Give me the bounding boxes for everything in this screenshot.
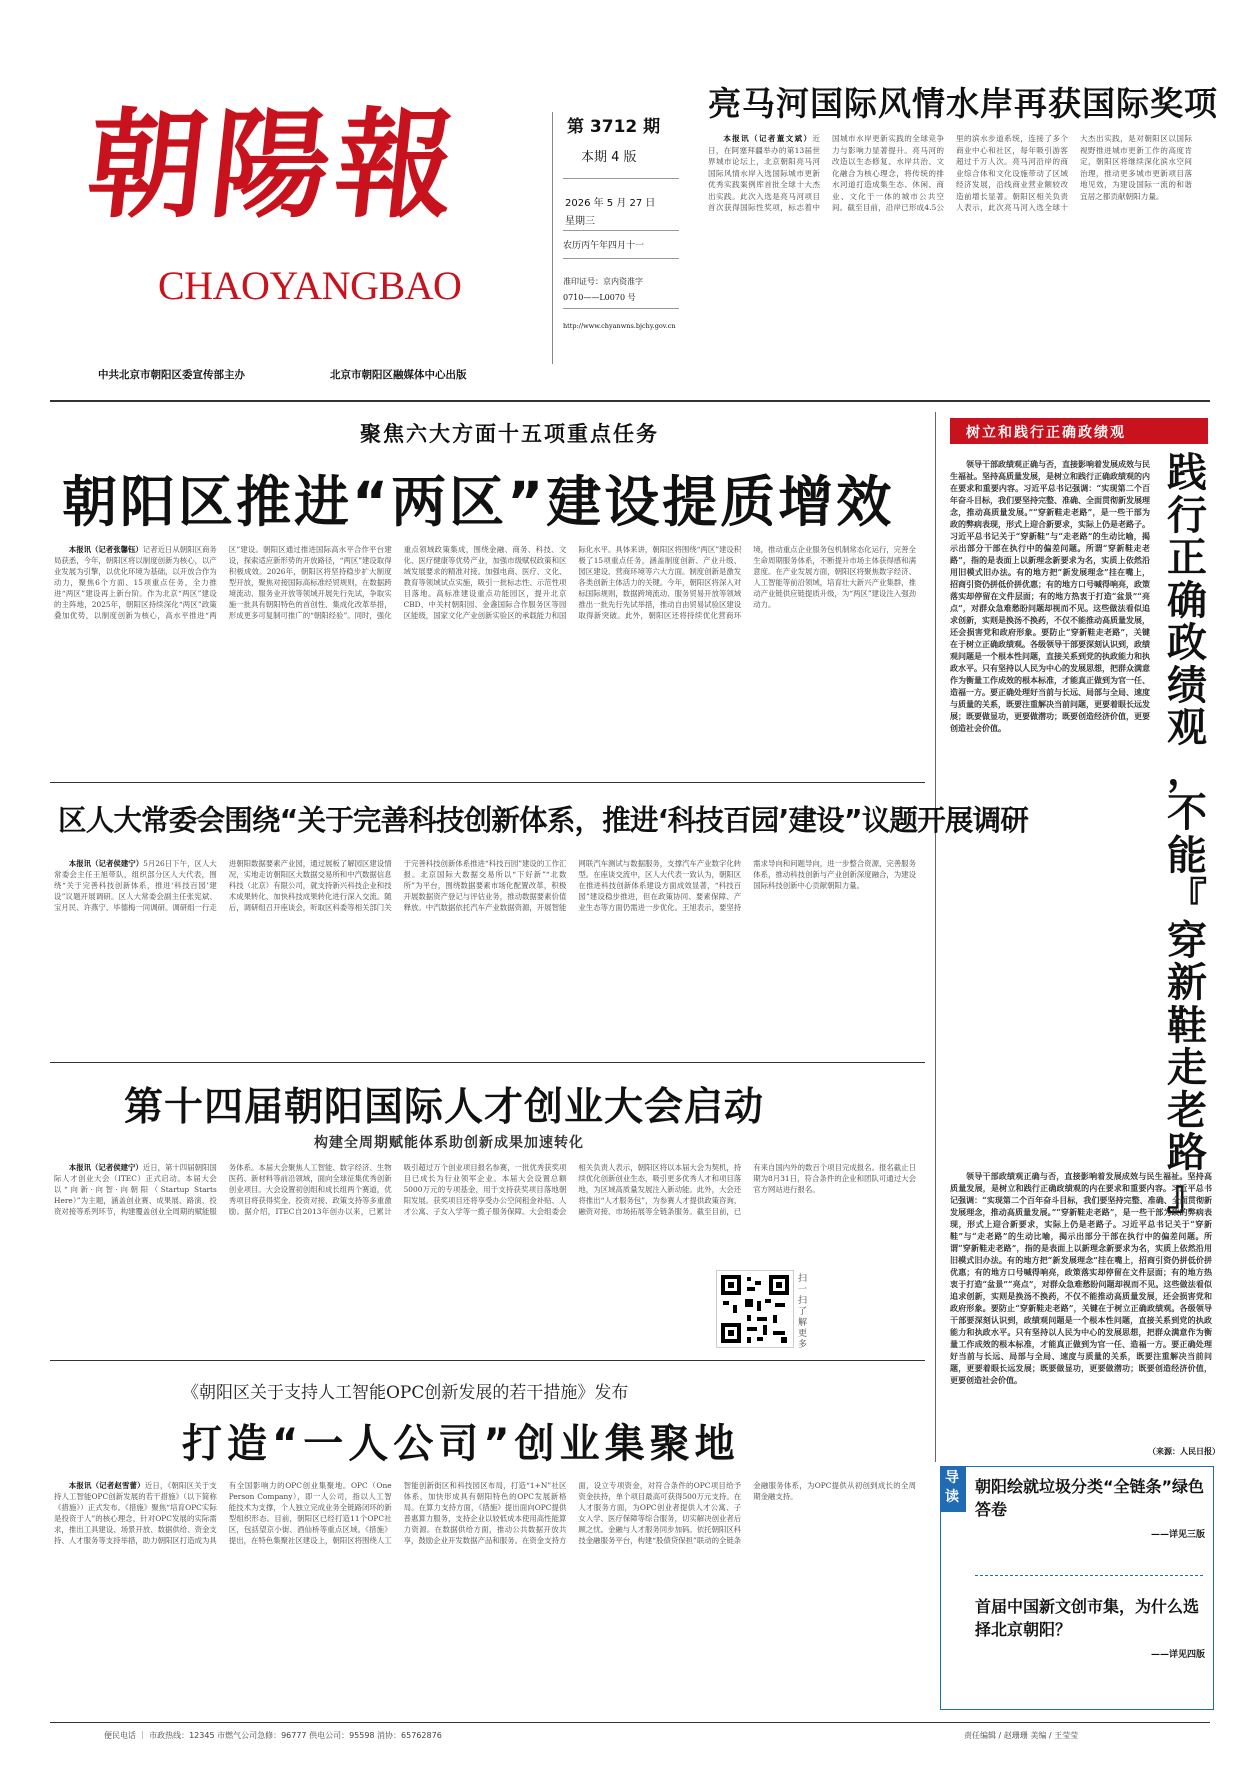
talent-story-subtitle: 构建全周期赋能体系助创新成果加速转化 — [314, 1135, 584, 1151]
edition-count: 本期 4 版 — [581, 150, 637, 165]
sidebar-title-char: ， — [1167, 747, 1207, 794]
sidebar-title-char: 穿 — [1167, 917, 1207, 964]
sidebar-title-char: 正 — [1167, 535, 1207, 581]
talent-story-headline[interactable]: 第十四届朝阳国际人才创业大会启动 — [124, 1085, 765, 1130]
guide-item-2-title: 首届中国新文创市集，为什么选择北京朝阳？ — [975, 1597, 1200, 1639]
issue-weekday: 星期三 — [565, 216, 595, 227]
opc-story-kicker: 《朝阳区关于支持人工智能OPC创新发展的若干措施》发布 — [182, 1383, 629, 1403]
sidebar-banner-text: 树立和践行正确政绩观 — [966, 425, 1126, 441]
newspaper-logo — [80, 90, 488, 240]
npc-story-text: 5月26日下午，区人大常委会主任王旭带队，组织部分区人大代表，围绕“关于完善科技创新体系，推进‘科技百园’建设”议题开展调研。区人大常委会副主任张宪斌、宝月民、许燕宁、毕德梅一同调研。调研组一行走进朝阳数据要素产业园，通过展板了解园区建设情况，实地走访朝阳区大数据交易所和中汽数据信息科技（北京）有限公司，就支持新兴科技企业和技术成果转化、加快科技成果转化进行深入交流。随后，调研组召开座谈会，听取区科委等相关部门关于完善科技创新体系推进“科技百园”建设的工作汇报。北京国际大数据交易所以“下好新”“北数所”为平台，围绕数据要素市场化配置改革，积极开展数据资产登记与评估业务，推动数据要素价值释放。中汽数据依托汽车产业数据资源，开展智能网联汽车测试与数据服务，支撑汽车产业数字化转型。在座谈交流中，区人大代表一致认为，朝阳区在推进科技创新体系建设方面成效显著，“科技百园”建设稳步推进，但在政策协同、要素保障、产业生态等方面仍需进一步优化。王旭表示，要坚持需求导向和问题导向，进一步整合资源，完善服务体系，推动科技创新与产业创新深度融合，为建设国际科技创新中心贡献朝阳力量。 — [54, 859, 916, 912]
footer-divider — [50, 1722, 1210, 1723]
website-link[interactable]: http://www.chyanwns.bjchy.gov.cn — [563, 322, 676, 330]
guide-label — [940, 1466, 966, 1512]
section-divider — [50, 1360, 925, 1361]
npc-story-headline[interactable]: 区人大常委会围绕“关于完善科技创新体系，推进‘科技百园’建设”议题开展调研 — [58, 804, 1029, 837]
guide-item-1-title: 朝阳绘就垃圾分类“全链条”绿色答卷 — [975, 1477, 1205, 1519]
sidebar-title-char: 新 — [1167, 960, 1207, 1006]
top-story-headline[interactable]: 亮马河国际风情水岸再获国际奖项 — [708, 84, 1218, 123]
main-story-text: 记者近日从朝阳区商务局获悉，今年，朝阳区将以制度创新为核心，以产业发展为引擎，以优化环境为基础，以开放合作为动力，聚焦6个方面、15项重点任务，全力推进“两区”建设再上新台阶。作为北京“两区”建设的主阵地，2025年，朝阳区持续深化“两区”政策叠加优势，以制度创新为核心，高水平推进“两区”建设。朝阳区通过推进国际高水平合作平台建设，探索适应新形势的开放路径，“两区”建设取得积极成效。2026年，朝阳区将坚持稳步扩大制度型开放，聚焦对接国际高标准经贸规则，在数据跨境流动、服务业开放等领域开展先行先试，争取实施一批具有朝阳特色的首创性、集成化改革举措，形成更多可复制可推广的“朝阳经验”。同时，强化重点领域政策集成，围绕金融、商务、科技、文化、医疗健康等优势产业，加强市级赋权政策和区域发展要求的精准对接。加强电商、医疗、文化、教育等领域试点实施，吸引一批标志性、示范性项目落地。高标准建设重点功能园区，提升北京CBD、中关村朝阳园、金盏国际合作服务区等园区能级，国家文化产业创新实验区的承载能力和国际化水平。具体来讲，朝阳区将围绕“两区”建设积极了15项重点任务，涵盖制度创新、产业升级、园区建设、营商环境等六大方面。制度创新是激发各类创新主体活力的关键。今年，朝阳区将深入对标国际规则，数据跨境流动、服务贸易开放等领域推出一批先行先试举措，推动自由贸易试验区建设取得新突破。此外，朝阳区还将持续优化营商环境，推动重点企业服务包机制常态化运行，完善全生命周期服务体系，不断提升市场主体获得感和满意度。在产业发展方面，朝阳区将聚焦数字经济、人工智能等前沿领域，培育壮大新兴产业集群，推动产业链供应链提质升级，为“两区”建设注入强劲动力。 — [54, 545, 916, 620]
main-story-byline: 本报讯（记者张馨钰） — [68, 545, 143, 554]
sidebar-title-char: 绩 — [1167, 662, 1207, 709]
guide-label-text: 导读 — [945, 1470, 959, 1505]
top-story-text: 近日，在阿塞拜疆举办的第13届世界城市论坛上，北京朝阳亮马河国际风情水岸入选国际城市更新优秀实践案例库首批全球十大杰出实践。此次入选是亮马河项目首次获得国际性奖项，标志着中国城市水岸更新实践的全球竞争力与影响力显著提升。亮马河的改造以生态修复、水岸共治、文化融合为核心理念，将传统的排水河道打造成集生态、休闲、商业、文化于一体的城市公共空间。截至目前，沿岸已形成4.5公里的滨水步道系统，连接了多个商业中心和社区，每年吸引游客超过千万人次。亮马河沿岸的商业综合体和文化设施带动了区域经济发展，沿线商业营业额较改造前增长显著。朝阳区相关负责人表示，此次亮马河入选全球十大杰出实践，是对朝阳区以国际视野推进城市更新工作的高度肯定，朝阳区将继续深化滨水空间治理，推动更多城市更新项目落地见效，为建设国际一流的和谐宜居之都贡献朝阳力量。 — [708, 134, 1192, 212]
sidebar-title-char: 不 — [1167, 790, 1207, 836]
guide-item-1[interactable] — [975, 1475, 1205, 1540]
opc-story-body — [54, 1480, 916, 1700]
lunar-date: 农历丙午年四月十一 — [563, 241, 645, 251]
sidebar-title-char: 走 — [1167, 1045, 1207, 1091]
sidebar-title-char: 路 — [1167, 1130, 1207, 1176]
guide-item-2-ref: ——详见四版 — [1150, 1650, 1205, 1660]
logo-text: 朝陽報 — [80, 95, 468, 234]
npc-story-body — [54, 858, 916, 1052]
sidebar-title-char: 鞋 — [1167, 1002, 1207, 1049]
sidebar-title-char: 践 — [1167, 450, 1207, 496]
npc-story-byline: 本报讯（记者侯建宁） — [68, 859, 144, 868]
logo-pinyin: CHAOYANGBAO — [158, 263, 462, 308]
host-organization: 中共北京市朝阳区委宣传部主办 — [98, 369, 245, 381]
top-story-body — [708, 133, 1192, 393]
top-story-byline: 本报讯（记者董文斌） — [723, 134, 813, 143]
issue-number: 第 3712 期 — [567, 117, 661, 137]
sidebar-source: （来源：人民日报） — [1148, 1446, 1220, 1456]
sidebar-title-char: 『 — [1167, 875, 1207, 921]
qr-caption: 扫一扫了解更多 — [798, 1274, 808, 1350]
permit-number: 0710——L0070 号 — [563, 293, 636, 302]
opc-story-text: 近日，《朝阳区关于支持人工智能OPC创新发展的若干措施》（以下简称《措施》）正式发布。《措施》聚焦“培育OPC实际是投资于人”的核心理念，针对OPC发展的实际需求，推出工具建设、场景开放、数据供给、资金支持、人才服务等支持举措，助力朝阳区打造成为具有全国影响力的OPC创业集聚地。OPC（One Person Company），即一人公司，指以人工智能技术为支撑，个人独立完成业务全链路闭环的新型组织形态。目前，朝阳区已经打造11个OPC社区，包括望京小街、酒仙桥等重点区域。《措施》提出，在特色集聚社区建设上，朝阳区将围绕人工智能创新街区和科技园区布局，打造“1+N”社区体系，加快形成具有朝阳特色的OPC发展新格局。在算力支持方面，《措施》提出面向OPC提供普惠算力服务，支持企业以较低成本使用高性能算力资源。在数据供给方面，推动公共数据开放共享，鼓励企业开发数据产品和服务。在资金支持方面，设立专项资金，对符合条件的OPC项目给予资金扶持，单个项目最高可获得500万元支持。在人才服务方面，为OPC创业者提供人才公寓、子女入学、医疗保障等综合服务，切实解决创业者后顾之忧。金融与人才服务同步加码。依托朝阳区科技金融服务平台，构建“股债贷保担”联动的全链条金融服务体系，为OPC提供从初创到成长的全周期金融支持。 — [54, 1481, 916, 1545]
sidebar-text-continued: 领导干部政绩观正确与否，直接影响着发展成效与民生福祉。坚持高质量发展，是树立和践行正确政绩观的内在要求和重要内容。习近平总书记强调：“实现第二个百年奋斗目标，我们要坚持完整、准确、全面贯彻新发展理念，推动高质量发展。”“穿新鞋走老路”，是一些干部为政的弊病表现，形式上迎合新要求，实际上仍是老路子。习近平总书记关于“穿新鞋”与“走老路”的生动比喻，揭示出部分干部在执行中的偏差问题。所谓“穿新鞋走老路”，指的是表面上以新理念新要求为名，实质上依然沿用旧模式旧办法。有的地方把“新发展理念”挂在嘴上，招商引资仍拼低价拼优惠；有的地方口号喊得响亮，政策落实却停留在文件层面；有的地方热衷于打造“盆景”“亮点”，对群众急难愁盼问题却视而不见。这些做法看似追求创新，实则是换汤不换药，不仅不能推动高质量发展，还会损害党和政府形象。要防止“穿新鞋走老路”，关键在于树立正确政绩观。各级领导干部要深刻认识到，政绩观问题是一个根本性问题，直接关系到党的执政能力和执政水平。只有坚持以人民为中心的发展思想，把群众满意作为衡量工作成效的根本标准，才能真正做到为官一任、造福一方。要正确处理好当前与长远、局部与全局、速度与质量的关系，既要注重解决当前问题，更要着眼长远发展；既要做显功，更要做潜功；既要创造经济价值，更要创造社会价值。 — [950, 1171, 1212, 1385]
sidebar-title-column — [1160, 452, 1214, 1217]
section-divider — [50, 400, 1210, 402]
sidebar-title-char: 』 — [1167, 1172, 1207, 1219]
qr-code-icon — [717, 1271, 793, 1347]
issue-date: 2026 年 5 月 27 日 — [565, 198, 656, 209]
sidebar-title-char: 观 — [1167, 705, 1207, 751]
sidebar-headline[interactable] — [1160, 452, 1214, 1222]
guide-box — [940, 1466, 1214, 1710]
sidebar-text: 领导干部政绩观正确与否，直接影响着发展成效与民生福祉。坚持高质量发展，是树立和践行正确政绩观的内在要求和重要内容。习近平总书记强调：“实现第二个百年奋斗目标，我们要坚持完整、准确、全面贯彻新发展理念，推动高质量发展。”“穿新鞋走老路”，是一些干部为政的弊病表现，形式上迎合新要求，实际上仍是老路子。习近平总书记关于“穿新鞋”与“走老路”的生动比喻，揭示出部分干部在执行中的偏差问题。所谓“穿新鞋走老路”，指的是表面上以新理念新要求为名，实质上依然沿用旧模式旧办法。有的地方把“新发展理念”挂在嘴上，招商引资仍拼低价拼优惠；有的地方口号喊得响亮，政策落实却停留在文件层面；有的地方热衷于打造“盆景”“亮点”，对群众急难愁盼问题却视而不见。这些做法看似追求创新，实则是换汤不换药，不仅不能推动高质量发展，还会损害党和政府形象。要防止“穿新鞋走老路”，关键在于树立正确政绩观。各级领导干部要深刻认识到，政绩观问题是一个根本性问题，直接关系到党的执政能力和执政水平。只有坚持以人民为中心的发展思想，把群众满意作为衡量工作成效的根本标准，才能真正做到为官一任、造福一方。要正确处理好当前与长远、局部与全局、速度与质量的关系，既要注重解决当前问题，更要着眼长远发展；既要做显功，更要做潜功；既要创造经济价值，更要创造社会价值。 — [950, 459, 1150, 733]
guide-item-2[interactable] — [975, 1595, 1205, 1660]
sidebar-title-char: 行 — [1167, 492, 1207, 539]
publisher-organization: 北京市朝阳区融媒体中心出版 — [330, 369, 467, 381]
talent-story-byline: 本报讯（记者侯建宁） — [68, 1163, 143, 1172]
section-divider — [50, 782, 925, 783]
main-story-kicker: 聚焦六大方面十五项重点任务 — [360, 422, 659, 446]
sidebar-title-char: 确 — [1167, 577, 1207, 624]
footer-editors: 责任编辑 / 赵珊珊 美编 / 王莹莹 — [964, 1731, 1079, 1740]
talent-story-text: 近日，第十四届朝阳国际人才创业大会（ITEC）正式启动。本届大会以“向新·向智·向朝阳（Startup Starts Here）”为主题，涵盖创业赛、成果展、路演、投资对接等系列环节，构建覆盖创业全周期的赋能服务体系。本届大会聚焦人工智能、数字经济、生物医药、新材料等前沿领域，面向全球征集优秀创新创业项目。大会设置初创组和成长组两个赛道，优秀项目将获得奖金、投资对接、政策支持等多重激励。据介绍，ITEC自2013年创办以来，已累计吸引超过万个创业项目报名参赛，一批优秀获奖项目已成长为行业领军企业。本届大会设置总额5000万元的专项基金，用于支持获奖项目落地朝阳发展。获奖项目还将享受办公空间租金补贴、人才公寓、子女入学等一揽子服务保障。大会组委会相关负责人表示，朝阳区将以本届大会为契机，持续优化创新创业生态，吸引更多优秀人才和项目落地，为区域高质量发展注入新动能。此外，大会还将推出“人才服务包”，为参赛人才提供政策咨询、融资对接、市场拓展等全链条服务。截至目前，已有来自国内外的数百个项目完成报名。报名截止日期为8月31日，符合条件的企业和团队可通过大会官方网站进行报名。 — [54, 1163, 916, 1216]
main-story-headline[interactable]: 朝阳区推进“两区”建设提质增效 — [62, 470, 895, 534]
main-story-body — [54, 544, 916, 772]
sidebar-body-lower — [950, 1170, 1212, 1440]
opc-story-byline: 本报讯（记者赵雪蕾） — [68, 1481, 145, 1490]
section-divider — [50, 1062, 925, 1063]
permit-label: 准印证号：京内资准字 — [563, 277, 643, 286]
qr-code[interactable] — [716, 1270, 794, 1348]
guide-item-1-ref: ——详见三版 — [1150, 1530, 1205, 1540]
sidebar-title-char: 政 — [1167, 620, 1207, 666]
footer-hotlines: 便民电话 ｜ 市政热线：12345 市燃气公司急修：96777 供电公司：95598 消协：65762876 — [104, 1731, 442, 1740]
sidebar-divider — [935, 412, 936, 1462]
sidebar-banner — [950, 418, 1208, 444]
issue-box — [552, 112, 685, 364]
opc-story-headline[interactable]: 打造“一人公司”创业集聚地 — [182, 1421, 740, 1467]
sidebar-title-char: 能 — [1167, 832, 1207, 879]
sidebar-title-char: 老 — [1167, 1087, 1207, 1134]
